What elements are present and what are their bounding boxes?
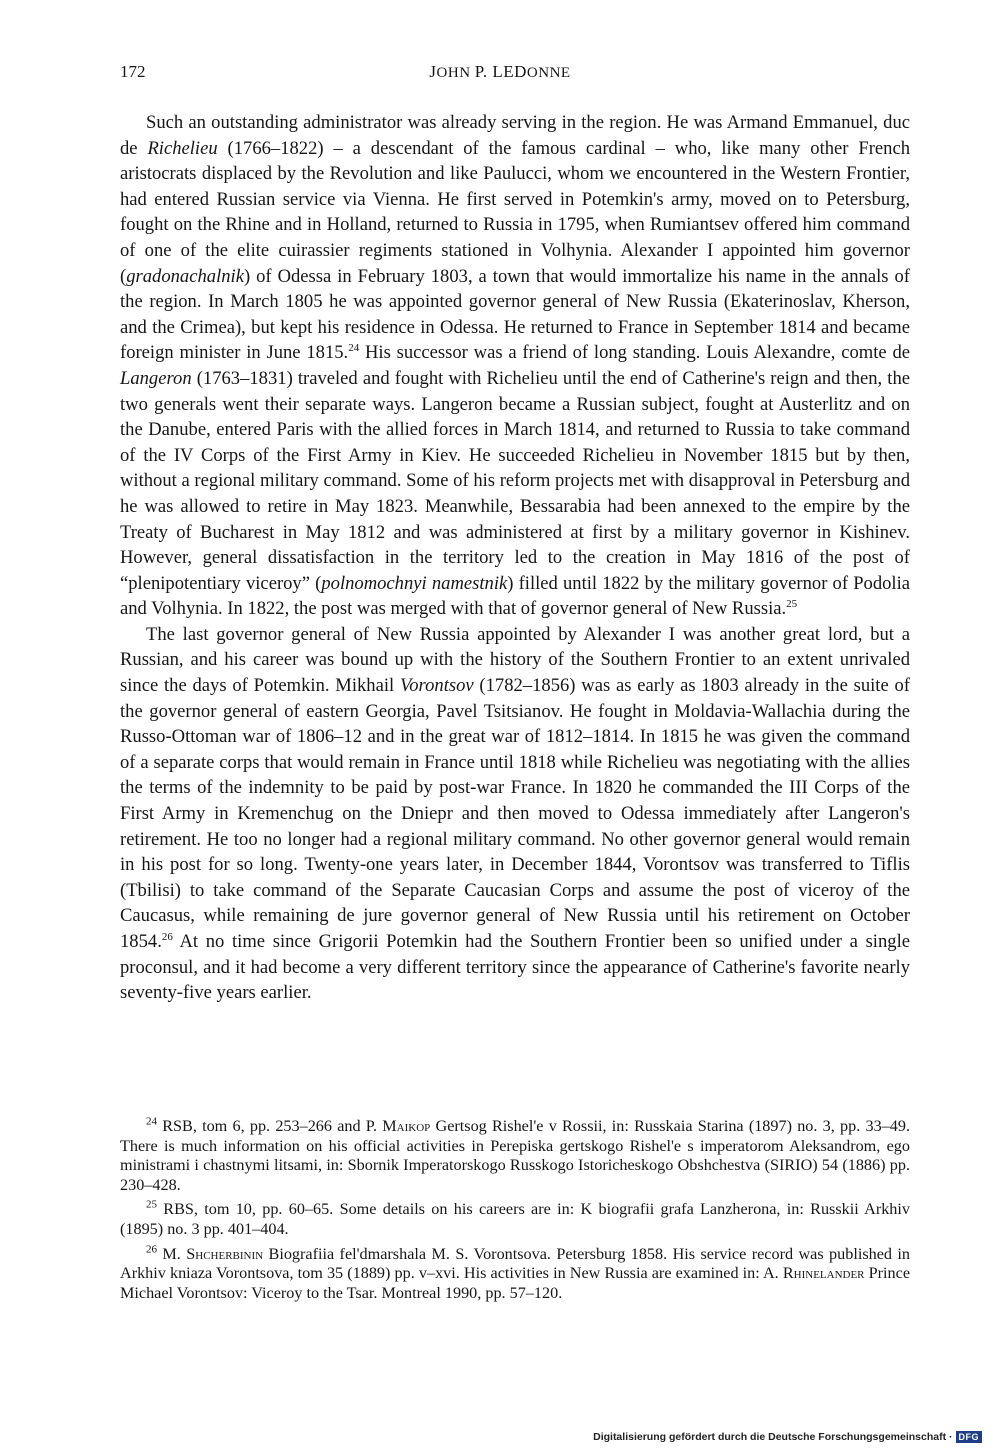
p1-text-3: ) of Odessa in February 1803, a town that would immortalize his name in the annals of the region. In March 1805 he was appointed governor general of New Russia (Ekaterinoslav, Kherson, and the Crimea), but kept his residence in Odessa. He returned to France in September 1814 and became foreign minister in June 1815. (120, 265, 910, 364)
running-head-d: D (514, 62, 527, 81)
p1-name-langeron: Langeron (120, 367, 192, 389)
p2-name-vorontsov: Vorontsov (399, 675, 474, 697)
footnote-26-mark: 26 (146, 1243, 157, 1256)
paragraph-vorontsov (120, 622, 910, 1006)
p1-text-6: ) filled until 1822 by the military governor of Podolia and Volhynia. In 1822, the post was merged with that of governor general of New Russia. (120, 572, 911, 620)
footnote-ref-26: 26 (161, 930, 173, 943)
p1-text-4: His successor was a friend of long standing. Louis Alexandre, comte de (359, 342, 910, 364)
body-text (120, 110, 910, 1006)
footnote-ref-25: 25 (786, 598, 798, 611)
p2-text-3: At no time since Grigorii Potemkin had the Southern Frontier been so unified under a single proconsul, and it had become a very different territory since the appearance of Catherine's favorite nearly seventy-five years earlier. (120, 931, 910, 1004)
footnote-26-author-1: Shcherbinin (186, 1244, 264, 1263)
footnote-26-text-2: Biografiia fel'dmarshala M. S. Vorontsova. Petersburg 1858. His service record was published in Arkhiv kniaza Vorontsova, tom 35 (1889) pp. v–xvi. His activities in New Russia are examined in: A. (120, 1244, 910, 1283)
footnote-24-text-2: Gertsog Rishel'e v Rossii, in: Russkaia Starina (1897) no. 3, pp. 33–49. There is much information on his official activities in Perepiska gertskogo Rishel'e s imperatorom Aleksandrom, ego ministrami i chastnymi litsami, in: Sbornik Imperatorskogo Russkogo Istoricheskogo Obshchestva (SIRIO) 54 (1886) pp. 230–428. (120, 1117, 910, 1194)
footnote-26-text-1: M. (157, 1244, 187, 1263)
p1-term-gradonachalnik: gradonachalnik (126, 265, 244, 287)
footnote-26-text-3: Prince Michael Vorontsov: Viceroy to the Tsar. Montreal 1990, pp. 57–120. (120, 1264, 911, 1302)
footnote-24-text-1: RSB, tom 6, pp. 253–266 and P. (157, 1117, 383, 1135)
p1-name-richelieu: Richelieu (147, 137, 218, 159)
p1-text-5: (1763–1831) traveled and fought with Richelieu until the end of Catherine's reign and then, the two generals went their separate ways. Langeron became a Russian subject, fought at Austerlitz and on the Danube, entered Paris with the allied forces in March 1814, and returned to Russia to take command of the IV Corps of the First Army in Kiev. He succeeded Richelieu in November 1815 but by then, without a regional military command. Some of his reform projects met with disapproval in Petersburg and he was allowed to retire in May 1823. Meanwhile, Bessarabia had been annexed to the empire by the Treaty of Bucharest in May 1812 and was administered at first by a military governor in Kishinev. However, general dissatisfaction in the territory led to the creation in May 1816 of the post of “plenipotentiary viceroy” ( (120, 367, 910, 594)
digitization-credit (593, 1431, 982, 1443)
running-head-e: E (503, 62, 515, 81)
paragraph-richelieu (120, 110, 910, 622)
running-head-last-rest: ONNE (526, 65, 571, 81)
running-head-initial-j: J (429, 62, 437, 81)
p1-text-2: (1766–1822) – a descendant of the famous cardinal – who, like many other French aristocrats displaced by the Revolution and like Paulucci, whom we encountered in the Western Frontier, had entered Russian service via Vienna. He first served in Potemkin's army, moved on to Petersburg, fought on the Rhine and in Holland, returned to Russia in 1795, when Rumiantsev offered him command of one of the elite cuirassier regiments stationed in Volhynia. Alexander I appointed him governor ( (120, 137, 910, 287)
footnotes (120, 1117, 910, 1308)
footnote-26-author-2: Rhinelander (782, 1264, 865, 1283)
p1-text-1: Such an outstanding administrator was already serving in the region. He was Armand Emmanuel, duc de (120, 112, 910, 159)
dfg-logo-icon: DFG (956, 1431, 983, 1443)
p2-text-1: The last governor general of New Russia appointed by Alexander I was another great lord, but a Russian, and his career was bound up with the history of the Southern Frontier to an extent unrivaled since the days of Potemkin. Mikhail (120, 623, 910, 697)
running-head (0, 62, 1000, 82)
footnote-24 (120, 1117, 910, 1195)
footnote-24-mark: 24 (146, 1115, 157, 1128)
footnote-26 (120, 1245, 910, 1304)
footnote-ref-24: 24 (348, 342, 360, 355)
p1-term-namestnik: polnomochnyi namestnik (321, 572, 508, 594)
footnote-25-text: RBS, tom 10, pp. 60–65. Some details on his careers are in: K biografii grafa Lanzherona, in: Russkii Arkhiv (1895) no. 3 pp. 401–404. (120, 1200, 910, 1238)
p2-text-2: (1782–1856) was as early as 1803 already in the suite of the governor general of eastern Georgia, Pavel Tsitsianov. He fought in Moldavia-Wallachia during the Russo-Ottoman war of 1806–12 and in the great war of 1812–1814. In 1815 he was given the command of a separate corps that would remain in France until 1818 while Richelieu was negotiating with the allies the terms of the indemnity to be paid by post-war France. In 1820 he commanded the III Corps of the First Army in Kremenchug on the Dniepr and then moved to Odessa immediately after Langeron's retirement. He too no longer had a regional military command. No other governor general would remain in his post for so long. Twenty-one years later, in December 1844, Vorontsov was transferred to Tiflis (Tbilisi) to take command of the Separate Caucasian Corps and assume the post of viceroy of the Caucasus, while remaining de jure governor general of New Russia until his retirement on October 1854. (120, 675, 910, 952)
footnote-24-author: Maikop (382, 1117, 431, 1135)
running-head-middle: P. L (474, 62, 504, 81)
digitization-credit-text: Digitalisierung gefördert durch die Deutsche Forschungsgemeinschaft · (593, 1431, 953, 1443)
footnote-25-mark: 25 (146, 1198, 157, 1211)
running-head-first-rest: OHN (436, 65, 471, 81)
footnote-25 (120, 1200, 910, 1239)
page-number: 172 (120, 62, 146, 81)
